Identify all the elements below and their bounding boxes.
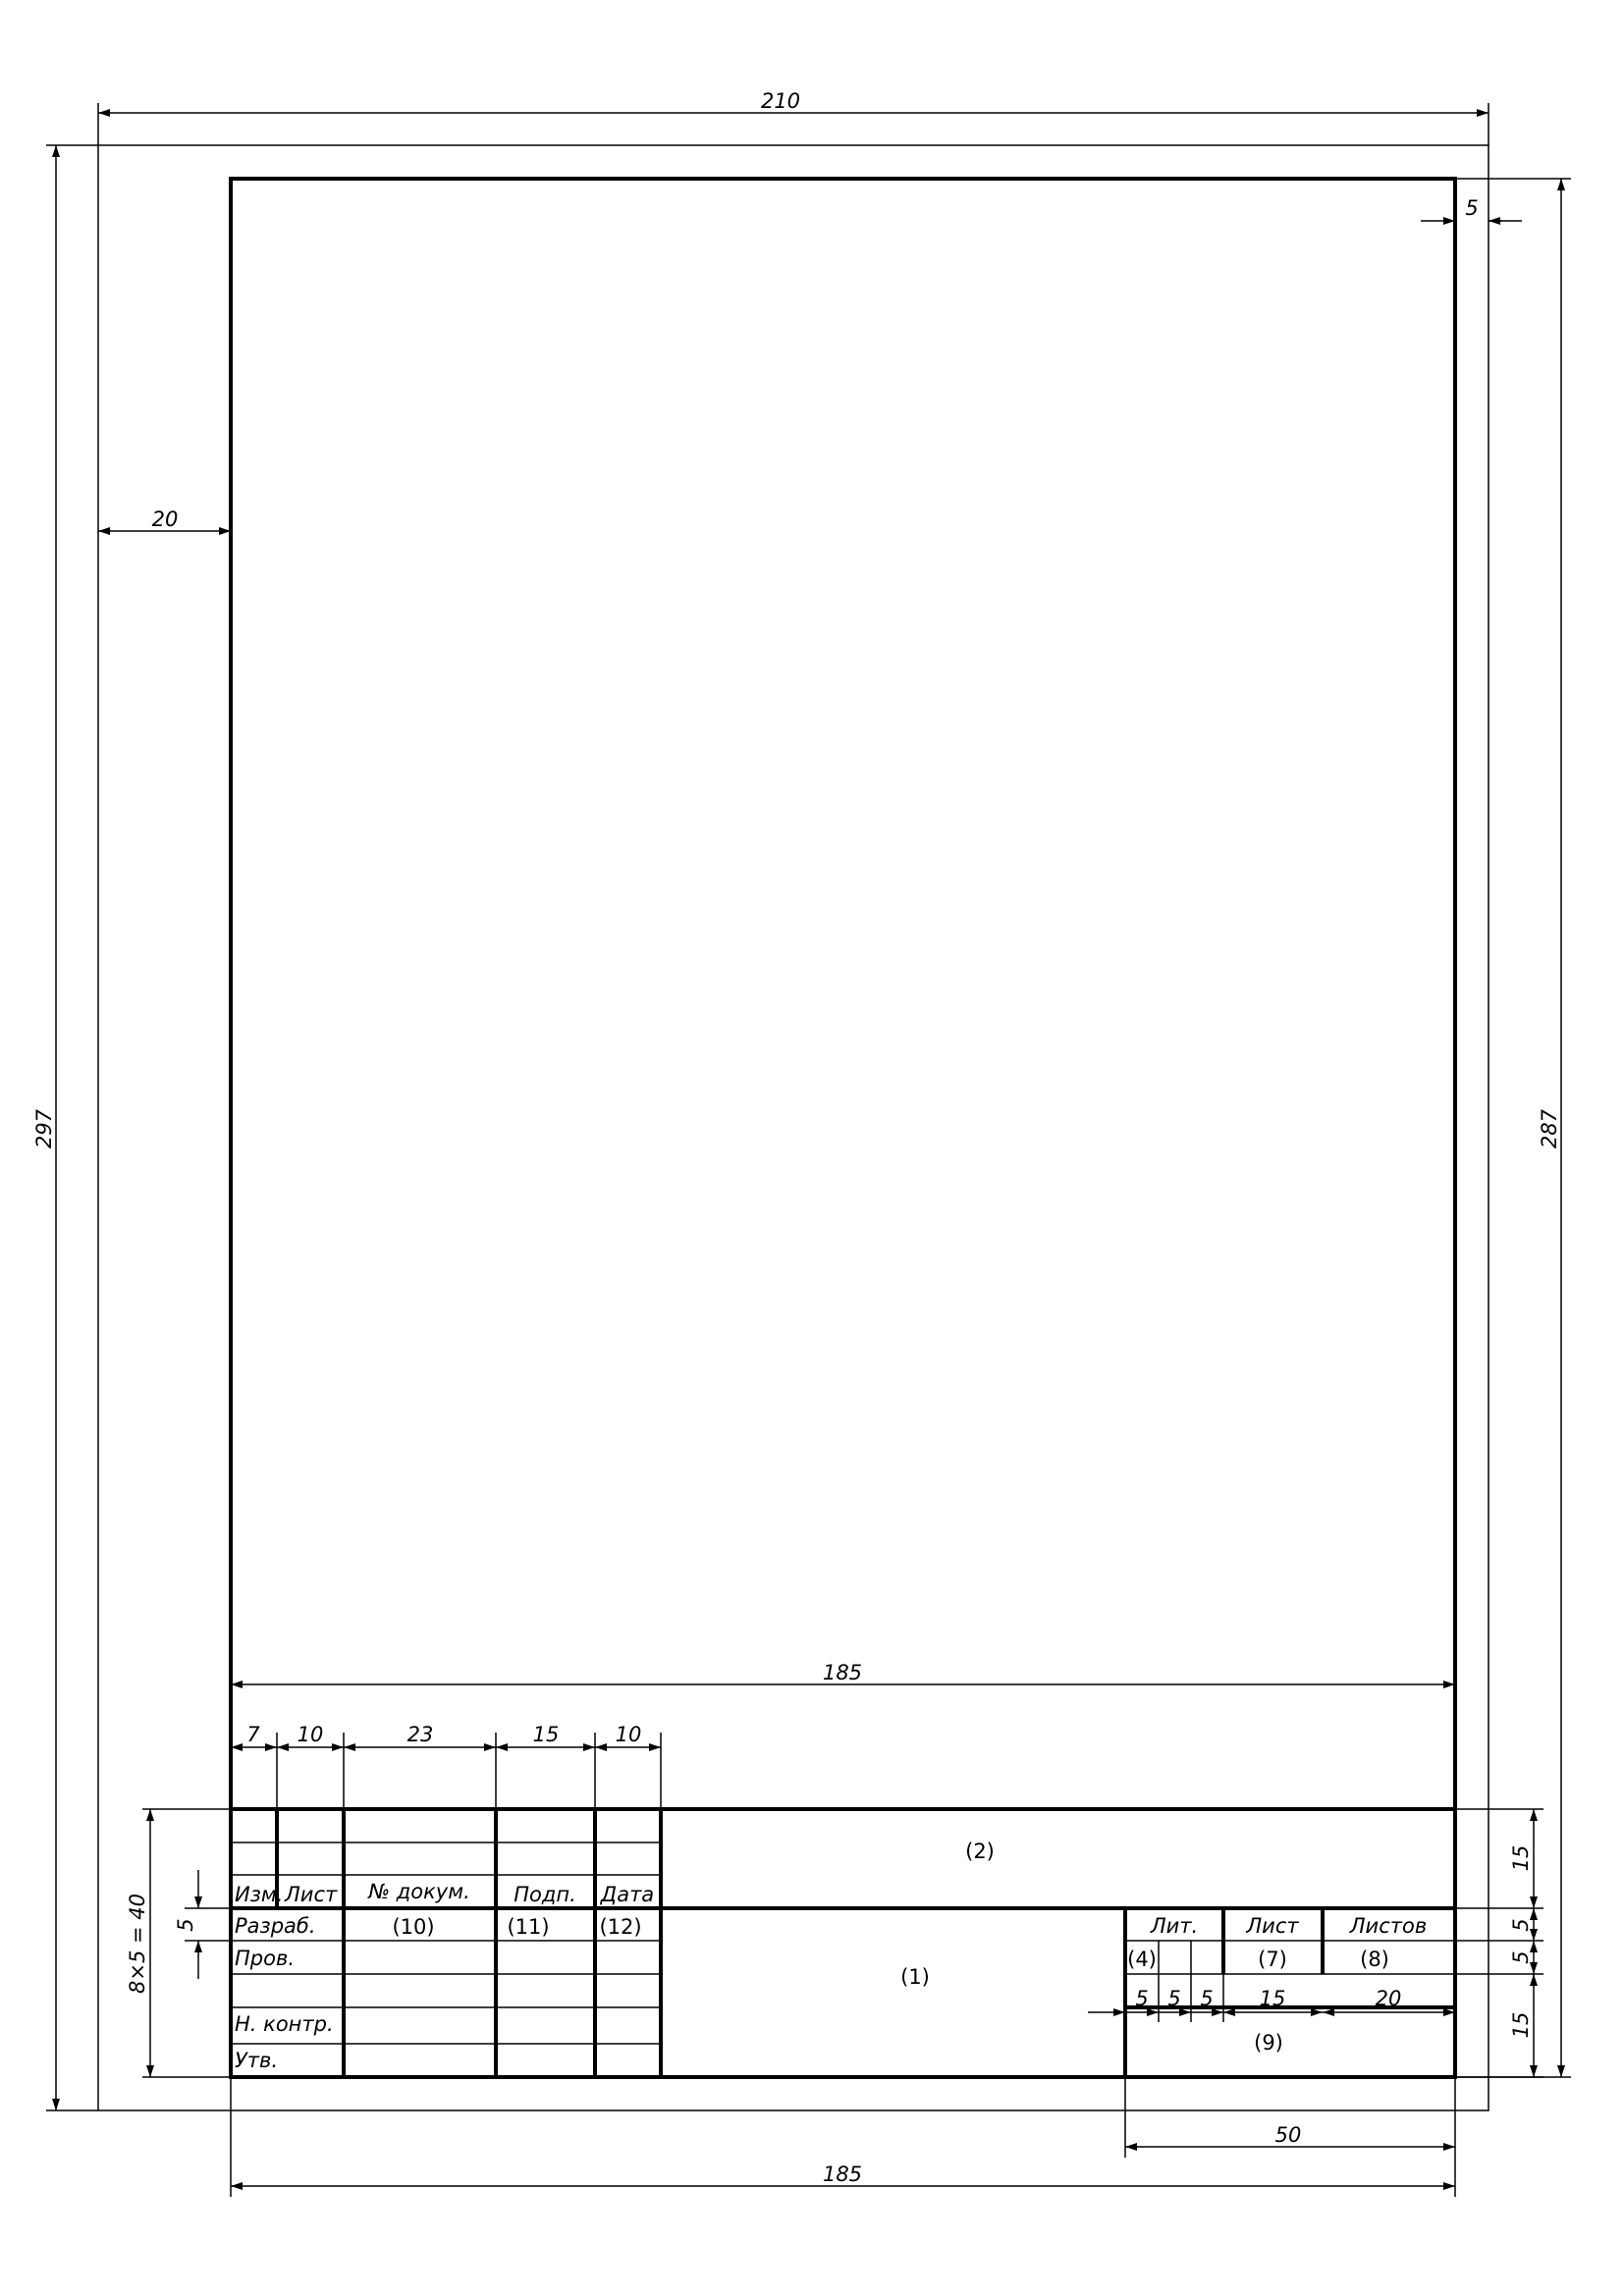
title-block bbox=[231, 1809, 1455, 2077]
dim-col-2: 10 bbox=[297, 1723, 324, 1746]
row-developed: Разраб. bbox=[235, 1914, 316, 1938]
ref-1: (1) bbox=[900, 1965, 930, 1989]
hdr-sign: Подп. bbox=[514, 1883, 576, 1906]
dim-title-width-bottom-label: 185 bbox=[822, 2163, 863, 2186]
hdr-izm: Изм. bbox=[235, 1883, 284, 1906]
dim-right-margin-label: 5 bbox=[1465, 196, 1479, 220]
dim-sheet-height-label: 297 bbox=[32, 1108, 56, 1149]
ref-10: (10) bbox=[392, 1915, 435, 1939]
sheet-outline bbox=[98, 145, 1489, 2110]
dim-col-1: 7 bbox=[246, 1723, 260, 1746]
dim-right-h2: 5 bbox=[1509, 1918, 1533, 1932]
ref-7: (7) bbox=[1258, 1948, 1287, 1971]
dim-rows-total-label: 8×5 = 40 bbox=[126, 1894, 149, 1994]
dim-col-4: 15 bbox=[532, 1723, 560, 1746]
dim-sheet-height bbox=[32, 145, 98, 2110]
ref-11: (11) bbox=[507, 1915, 550, 1939]
dim-row-height bbox=[174, 1870, 231, 1979]
dim-rows-total bbox=[126, 1809, 231, 2077]
dim-small-3: 5 bbox=[1200, 1987, 1214, 2010]
drawing-frame bbox=[231, 179, 1455, 2077]
row-checked: Пров. bbox=[235, 1947, 296, 1970]
hdr-list: Лист bbox=[285, 1883, 338, 1906]
dim-frame-height-label: 287 bbox=[1538, 1108, 1561, 1149]
dim-right-h4: 15 bbox=[1509, 2011, 1533, 2039]
hdr-lit: Лит. bbox=[1150, 1914, 1199, 1938]
dim-right-h1: 15 bbox=[1509, 1844, 1533, 1872]
dim-right-block-width bbox=[1125, 2077, 1455, 2197]
hdr-sheet: Лист bbox=[1246, 1914, 1299, 1938]
dim-left-margin-label: 20 bbox=[151, 507, 179, 531]
dim-right-h3: 5 bbox=[1509, 1950, 1533, 1964]
dim-sheet-width bbox=[98, 89, 1489, 145]
dim-col-3: 23 bbox=[406, 1723, 434, 1746]
row-norm-control: Н. контр. bbox=[235, 2012, 334, 2036]
dim-title-width-top bbox=[231, 1661, 1455, 1684]
dim-row-height-label: 5 bbox=[174, 1918, 197, 1932]
dim-sheet-width-label: 210 bbox=[760, 89, 801, 113]
hdr-date: Дата bbox=[600, 1883, 655, 1906]
dim-col-5: 10 bbox=[615, 1723, 642, 1746]
dim-right-margin bbox=[1421, 196, 1522, 221]
hdr-sheets: Листов bbox=[1349, 1914, 1428, 1938]
row-approved: Утв. bbox=[235, 2049, 279, 2072]
ref-12: (12) bbox=[599, 1915, 642, 1939]
dim-column-widths bbox=[231, 1723, 661, 1809]
dim-small-5: 20 bbox=[1375, 1987, 1402, 2010]
dim-frame-height bbox=[1455, 179, 1571, 2077]
dim-right-heights bbox=[1455, 1809, 1543, 2077]
dim-title-width-bottom bbox=[231, 2077, 1455, 2197]
dim-small-cols bbox=[1088, 1974, 1455, 2022]
dim-title-width-top-label: 185 bbox=[822, 1661, 863, 1684]
ref-4: (4) bbox=[1127, 1948, 1157, 1971]
hdr-doc-no: № докум. bbox=[368, 1880, 470, 1903]
dim-right-block-width-label: 50 bbox=[1274, 2123, 1302, 2147]
ref-8: (8) bbox=[1360, 1948, 1389, 1971]
dim-small-2: 5 bbox=[1167, 1987, 1181, 2010]
ref-9: (9) bbox=[1254, 2031, 1283, 2055]
dim-small-1: 5 bbox=[1135, 1987, 1149, 2010]
dim-small-4: 15 bbox=[1259, 1987, 1286, 2010]
ref-2: (2) bbox=[965, 1840, 995, 1863]
dim-left-margin bbox=[98, 507, 231, 531]
